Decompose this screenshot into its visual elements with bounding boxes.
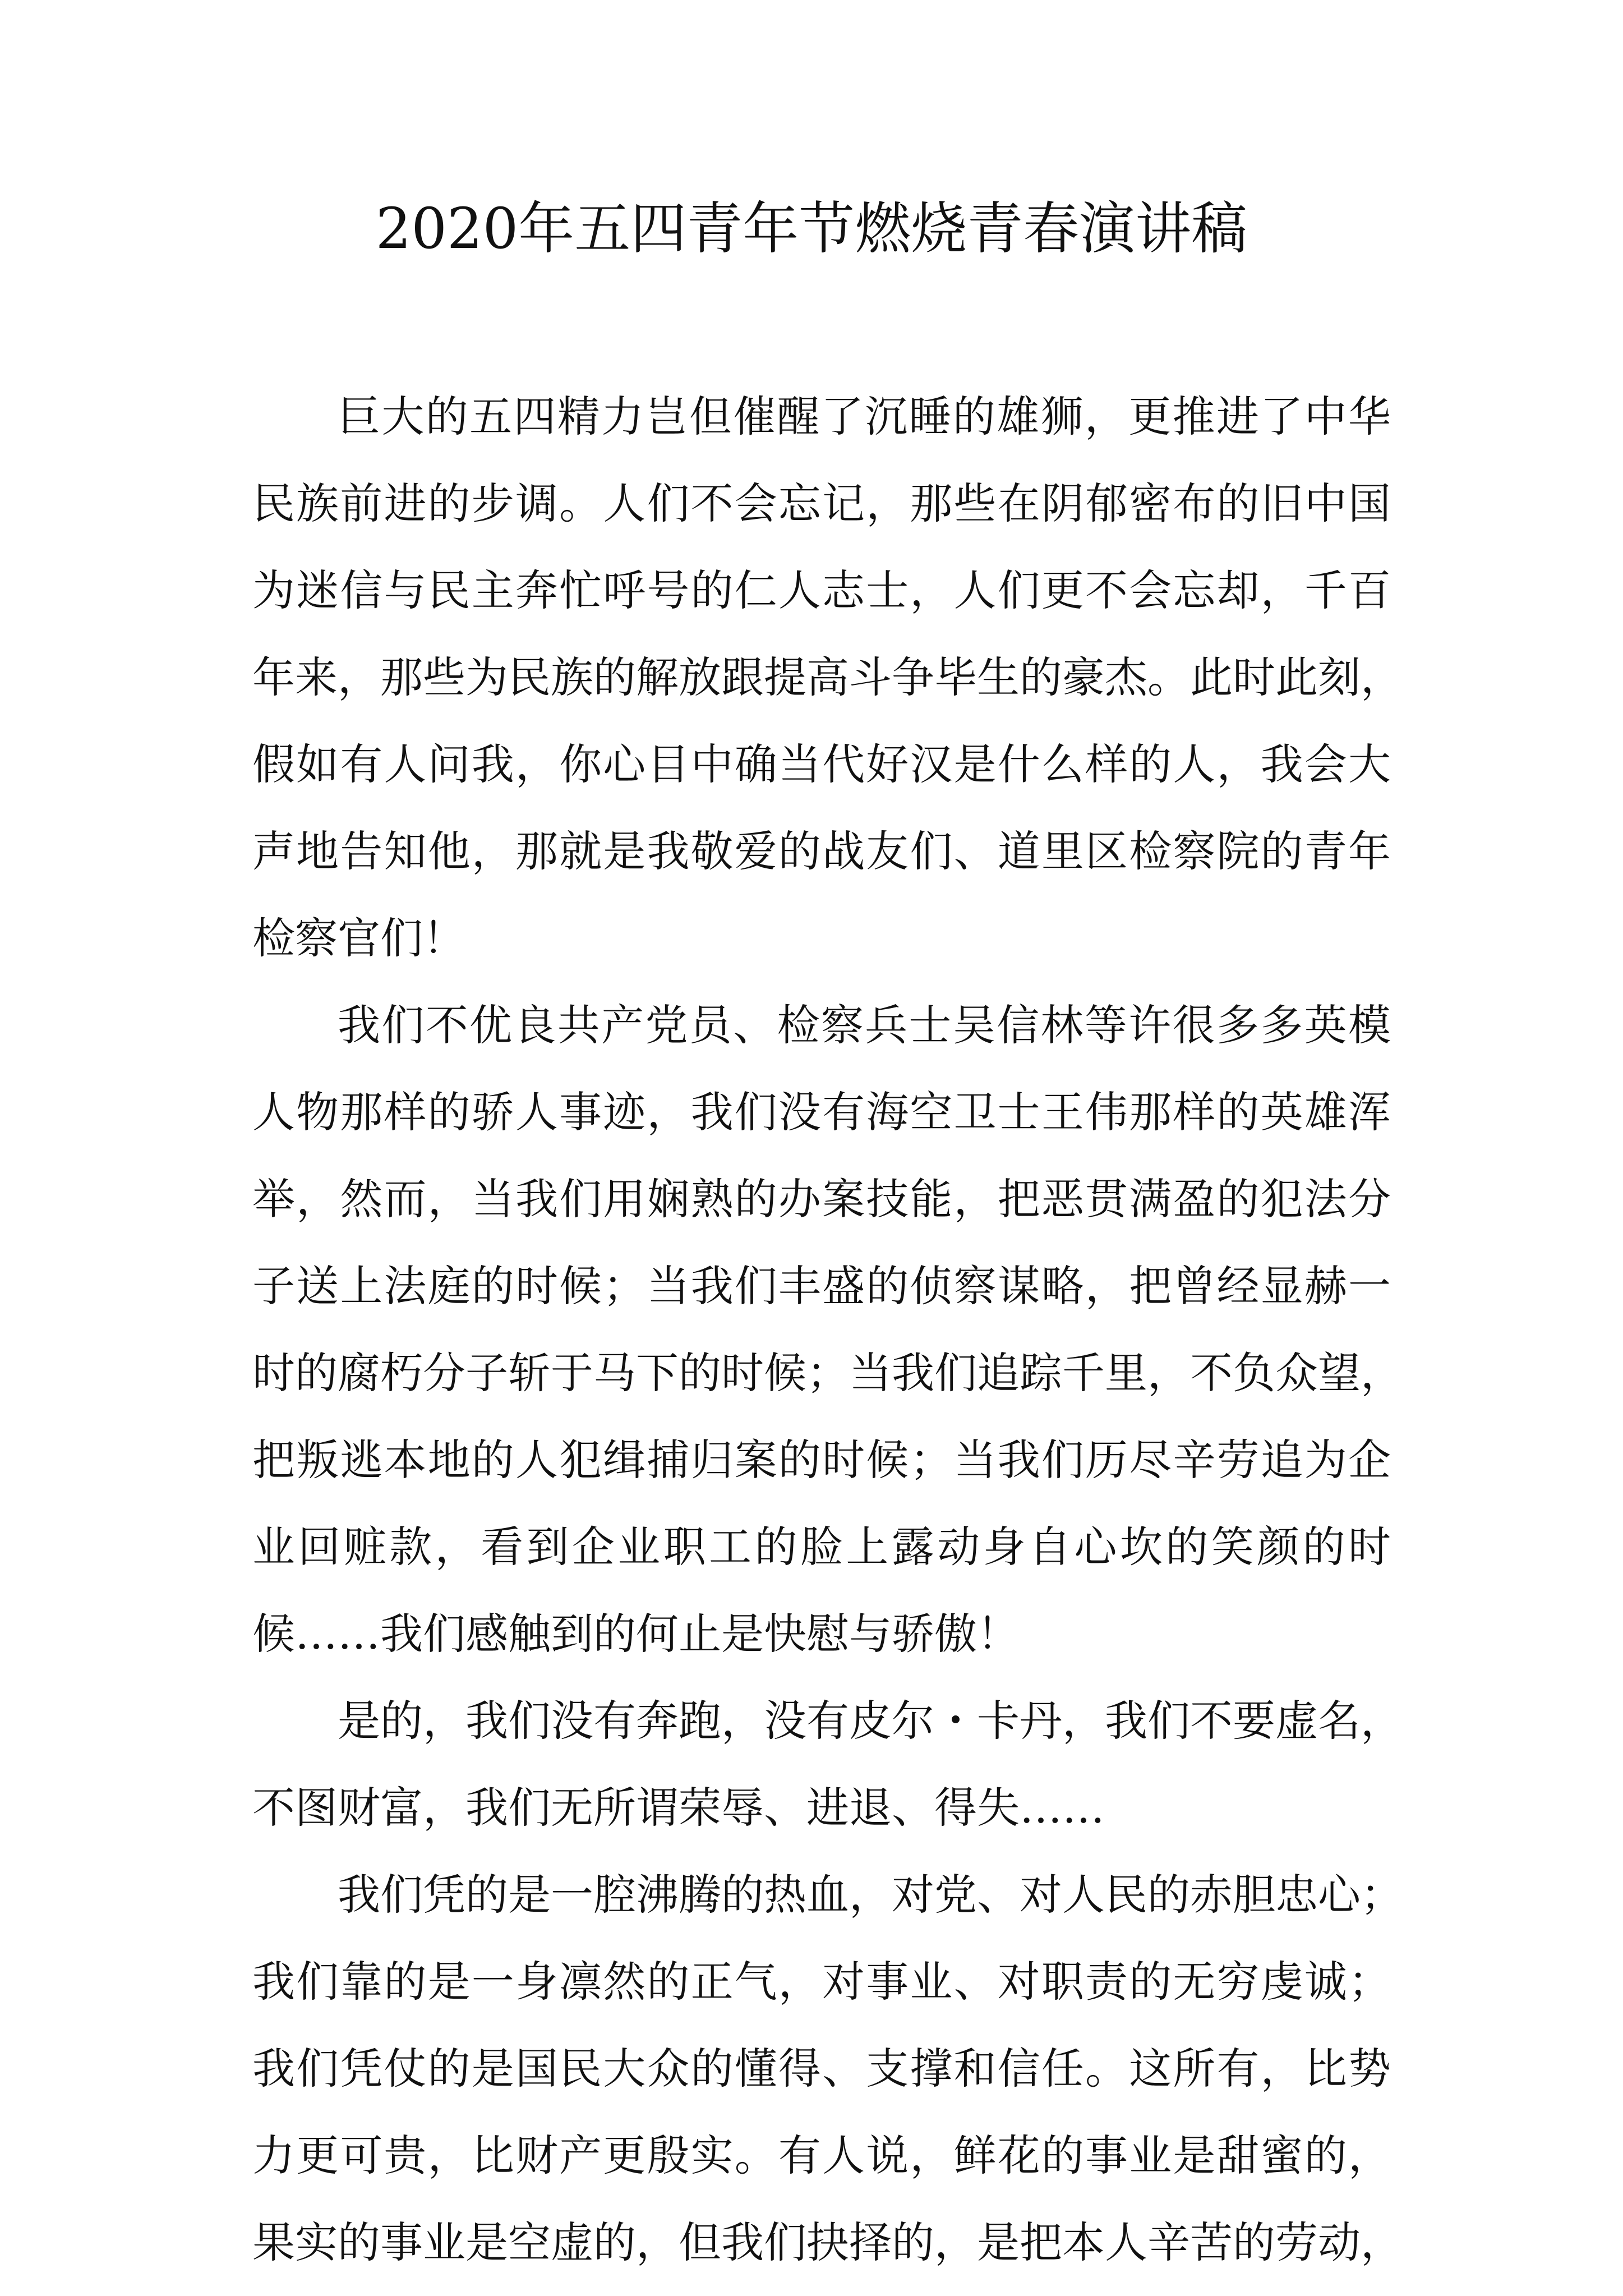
text-line: 我们凭的是一腔沸腾的热血，对党、对人民的赤胆忠心； bbox=[338, 1870, 1403, 1920]
text-line: 民族前进的步调。人们不会忘记，那些在阴郁密布的旧中国 bbox=[252, 478, 1391, 528]
text-line: 举，然而，当我们用娴熟的办案技能，把恶贯满盈的犯法分 bbox=[252, 1174, 1391, 1224]
paragraph-4 bbox=[252, 1851, 1403, 2286]
text-line: 检察官们！ bbox=[252, 913, 465, 963]
text-line: 时的腐朽分子斩于马下的时候；当我们追踪千里，不负众望， bbox=[252, 1348, 1403, 1398]
text-line: 我们靠的是一身凛然的正气，对事业、对职责的无穷虔诚； bbox=[252, 1957, 1391, 2007]
text-line: 我们凭仗的是国民大众的懂得、支撑和信任。这所有，比势 bbox=[252, 2044, 1391, 2093]
text-line: 声地告知他，那就是我敬爱的战友们、道里区检察院的青年 bbox=[252, 826, 1391, 876]
paragraph-3 bbox=[252, 1677, 1403, 1851]
document-body bbox=[252, 373, 1403, 2286]
text-line: 人物那样的骄人事迹，我们没有海空卫士王伟那样的英雄浑 bbox=[252, 1087, 1391, 1137]
document-title: 2020年五四青年节燃烧青春演讲稿 bbox=[375, 196, 1248, 261]
text-line: 果实的事业是空虚的，但我们抉择的，是把本人辛苦的劳动， bbox=[252, 2217, 1403, 2267]
text-line: 巨大的五四精力岂但催醒了沉睡的雄狮，更推进了中华 bbox=[338, 392, 1391, 441]
text-line: 候……我们感触到的何止是快慰与骄傲！ bbox=[252, 1609, 1020, 1659]
text-line: 子送上法庭的时候；当我们丰盛的侦察谋略，把曾经显赫一 bbox=[252, 1261, 1391, 1311]
paragraph-1 bbox=[252, 373, 1403, 982]
text-line: 为迷信与民主奔忙呼号的仁人志士，人们更不会忘却，千百 bbox=[252, 565, 1391, 615]
text-line: 把叛逃本地的人犯缉捕归案的时候；当我们历尽辛劳追为企 bbox=[252, 1435, 1391, 1485]
text-line: 年来，那些为民族的解放跟提高斗争毕生的豪杰。此时此刻， bbox=[252, 652, 1403, 702]
text-line: 业回赃款，看到企业职工的脸上露动身自心坎的笑颜的时 bbox=[252, 1522, 1391, 1572]
text-line: 力更可贵，比财产更殷实。有人说，鲜花的事业是甜蜜的， bbox=[252, 2131, 1391, 2180]
paragraph-2 bbox=[252, 982, 1403, 1677]
text-line: 是的，我们没有奔跑，没有皮尔・卡丹，我们不要虚名， bbox=[338, 1696, 1403, 1746]
text-line: 我们不优良共产党员、检察兵士吴信林等许很多多英模 bbox=[338, 1000, 1391, 1050]
text-line: 不图财富，我们无所谓荣辱、进退、得失…… bbox=[252, 1783, 1105, 1833]
text-line: 假如有人问我，你心目中确当代好汉是什么样的人，我会大 bbox=[252, 739, 1391, 789]
